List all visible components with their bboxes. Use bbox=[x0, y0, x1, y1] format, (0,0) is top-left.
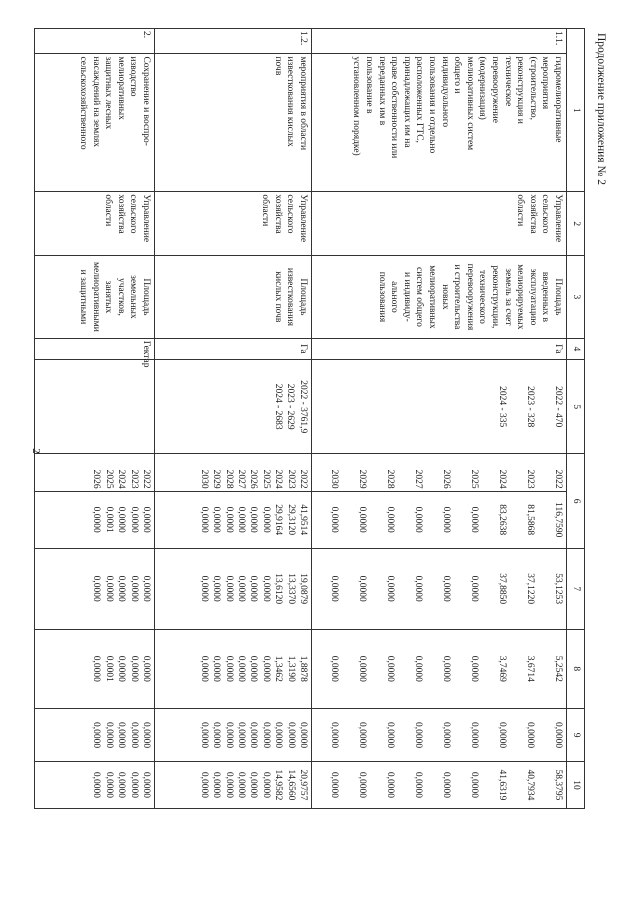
regional-budget-value-value: 0,0000 bbox=[141, 655, 151, 682]
measure-name-line: техническое bbox=[502, 56, 513, 107]
total-value-value: 0,0000 bbox=[385, 506, 395, 533]
federal-budget-value-value: 37,8850 bbox=[497, 573, 507, 605]
federal-budget-value-value: 0,0000 bbox=[103, 575, 114, 602]
measure-name-line: индивидуального bbox=[439, 56, 450, 128]
total-value-value: 0,0000 bbox=[441, 506, 451, 533]
target-value: 2024 - 2683 bbox=[272, 383, 283, 430]
total-value-value: 0,0000 bbox=[329, 506, 339, 533]
other-sources-value-value: 0,0000 bbox=[385, 771, 395, 799]
unit: Га bbox=[155, 338, 312, 359]
local-budget-value-value: 0,0000 bbox=[211, 722, 222, 749]
federal-budget-value-value: 0,0000 bbox=[260, 575, 271, 602]
column-number-row bbox=[567, 29, 585, 880]
indicator-line: Площадь bbox=[298, 278, 308, 316]
indicator-line: и индивиду- bbox=[401, 271, 412, 322]
executor-line: Управление bbox=[298, 194, 308, 243]
indicator-line: и защитными bbox=[78, 269, 89, 325]
year-value: 2026 bbox=[91, 469, 102, 489]
local-budget-value-value: 0,0000 bbox=[441, 722, 451, 749]
unit: Га bbox=[312, 338, 567, 359]
local-budget-value-value: 0,0000 bbox=[329, 722, 339, 749]
federal-budget-value-value: 0,0000 bbox=[248, 575, 259, 602]
indicator-line: мелиоративных bbox=[427, 265, 438, 329]
executor-line: области bbox=[515, 194, 526, 227]
total-value-value: 83,2638 bbox=[497, 504, 507, 536]
regional-budget-value-value: 0,0000 bbox=[248, 655, 259, 682]
total-value-value: 0,0000 bbox=[211, 506, 222, 533]
other-sources-value-value: 40,7934 bbox=[525, 769, 535, 801]
measure-name bbox=[155, 54, 312, 192]
regional-budget-value-value: 1,3190 bbox=[285, 655, 296, 682]
regional-budget-value-value: 0,0000 bbox=[128, 655, 139, 682]
federal-budget-value bbox=[35, 548, 155, 629]
local-budget-value-value: 0,0000 bbox=[385, 722, 395, 749]
indicator-line: земель за счет bbox=[502, 268, 513, 326]
executor-line: сельского bbox=[285, 194, 296, 234]
indicator-line: реконструкции, bbox=[490, 265, 501, 329]
regional-budget-value bbox=[155, 629, 312, 709]
table-row bbox=[35, 29, 155, 880]
total-value-value: 0,0000 bbox=[469, 506, 479, 533]
total-value-value: 116,7590 bbox=[553, 502, 563, 538]
measure-name-line: мероприятия в области bbox=[298, 56, 308, 151]
regional-budget-value bbox=[312, 629, 567, 709]
other-sources-value-value: 58,3795 bbox=[553, 769, 563, 801]
row-number: 1.2. bbox=[155, 29, 312, 54]
measure-name-line: расположенных ГТС, bbox=[414, 56, 425, 143]
total-value-value: 81,5868 bbox=[525, 504, 535, 536]
row-spacer bbox=[312, 808, 567, 879]
regional-budget-value-value: 0,0000 bbox=[91, 655, 102, 682]
year-value: 2022 bbox=[553, 469, 563, 489]
indicator-line: участков, bbox=[115, 277, 126, 316]
measure-name-line: принадлежащих им на bbox=[401, 56, 412, 148]
local-budget-value-value: 0,0000 bbox=[469, 722, 479, 749]
total-value-value: 0,0000 bbox=[413, 506, 423, 533]
local-budget-value-value: 0,0000 bbox=[285, 722, 296, 749]
year-value: 2030 bbox=[198, 469, 209, 489]
federal-budget-value-value: 13,6120 bbox=[273, 573, 284, 605]
local-budget-value-value: 0,0000 bbox=[553, 722, 563, 749]
other-sources-value-value: 0,0000 bbox=[128, 771, 139, 799]
other-sources-value-value: 0,0000 bbox=[211, 771, 222, 799]
total-value-value: 0,0000 bbox=[141, 506, 151, 533]
unit: Гектар bbox=[35, 338, 155, 359]
executor-line: области bbox=[103, 194, 114, 227]
total-value-value: 0,0000 bbox=[357, 506, 367, 533]
regional-budget-value bbox=[35, 629, 155, 709]
measure-name-line: (строительство, bbox=[527, 56, 538, 121]
table-row bbox=[312, 29, 567, 880]
local-budget-value-value: 0,0000 bbox=[236, 722, 247, 749]
financing-table bbox=[34, 28, 585, 880]
year-value: 2025 bbox=[260, 469, 271, 489]
target-value: 2022 - 3761,9 bbox=[298, 380, 308, 434]
executor-line: Управление bbox=[141, 194, 151, 243]
local-budget-value-value: 0,0000 bbox=[273, 722, 284, 749]
target-values bbox=[312, 360, 567, 454]
target-value: 2022 - 470 bbox=[553, 386, 563, 428]
local-budget-value-value: 0,0000 bbox=[248, 722, 259, 749]
row-spacer bbox=[35, 808, 155, 879]
year-value: 2023 bbox=[128, 469, 139, 489]
other-sources-value-value: 0,0000 bbox=[441, 771, 451, 799]
other-sources-value-value: 0,0000 bbox=[236, 771, 247, 799]
indicator-line: введенных в bbox=[540, 271, 551, 323]
indicator-line: технического bbox=[477, 269, 488, 324]
regional-budget-value-value: 3,6714 bbox=[525, 655, 535, 682]
measure-name-line: переданных им в bbox=[376, 56, 387, 126]
total-value-value: 29,9164 bbox=[273, 504, 284, 536]
indicator-line: Площадь bbox=[141, 278, 151, 316]
measure-name-line: праве собственности или bbox=[389, 56, 400, 159]
indicator-line: мелиорируемых bbox=[515, 264, 526, 330]
year-value: 2025 bbox=[469, 469, 479, 489]
measure-name-line: известкования кислых bbox=[285, 56, 296, 147]
other-sources-value-value: 0,0000 bbox=[223, 771, 234, 799]
year bbox=[155, 454, 312, 491]
indicator bbox=[35, 256, 155, 339]
col-header-1: 1 bbox=[567, 29, 585, 192]
local-budget-value-value: 0,0000 bbox=[525, 722, 535, 749]
target-values bbox=[35, 360, 155, 454]
other-sources-value-value: 0,0000 bbox=[357, 771, 367, 799]
indicator-line: земельных bbox=[128, 275, 139, 319]
indicator-line: систем общего bbox=[414, 267, 425, 327]
other-sources-value-value: 0,0000 bbox=[116, 771, 127, 799]
year-value: 2023 bbox=[525, 469, 535, 489]
executor-line: хозяйства bbox=[527, 194, 538, 234]
measure-name-line: изводство bbox=[128, 56, 139, 97]
page-number: 2 bbox=[30, 448, 42, 454]
year-value: 2023 bbox=[285, 469, 296, 489]
total-value bbox=[312, 491, 567, 548]
local-budget-value-value: 0,0000 bbox=[91, 722, 102, 749]
measure-name-line: защитных лесных bbox=[103, 56, 114, 130]
other-sources-value bbox=[35, 762, 155, 809]
federal-budget-value-value: 0,0000 bbox=[223, 575, 234, 602]
other-sources-value-value: 0,0000 bbox=[141, 771, 151, 799]
other-sources-value-value: 0,0000 bbox=[260, 771, 271, 799]
local-budget-value-value: 0,0000 bbox=[260, 722, 271, 749]
local-budget-value-value: 0,0000 bbox=[103, 722, 114, 749]
year-value: 2026 bbox=[248, 469, 259, 489]
year-value: 2028 bbox=[223, 469, 234, 489]
year-value: 2030 bbox=[329, 469, 339, 489]
regional-budget-value-value: 0,0000 bbox=[385, 655, 395, 682]
measure-name-line: почв bbox=[272, 56, 283, 76]
col-header-spacer bbox=[567, 808, 585, 879]
local-budget-value-value: 0,0000 bbox=[497, 722, 507, 749]
regional-budget-value-value: 0,0000 bbox=[260, 655, 271, 682]
indicator-line: эксплуатацию bbox=[527, 268, 538, 326]
federal-budget-value-value: 0,0000 bbox=[385, 575, 395, 602]
federal-budget-value-value: 0,0000 bbox=[116, 575, 127, 602]
federal-budget-value-value: 0,0000 bbox=[413, 575, 423, 602]
federal-budget-value-value: 19,0879 bbox=[298, 573, 308, 605]
local-budget-value-value: 0,0000 bbox=[357, 722, 367, 749]
year-value: 2026 bbox=[441, 469, 451, 489]
rotated-table-container bbox=[68, 28, 585, 880]
total-value-value: 0,0000 bbox=[198, 506, 209, 533]
regional-budget-value-value: 0,0000 bbox=[236, 655, 247, 682]
measure-name-line: реконструкция и bbox=[515, 56, 526, 124]
other-sources-value-value: 0,0000 bbox=[248, 771, 259, 799]
other-sources-value-value: 0,0000 bbox=[413, 771, 423, 799]
local-budget-value-value: 0,0000 bbox=[413, 722, 423, 749]
local-budget-value bbox=[155, 709, 312, 762]
total-value-value: 0,0001 bbox=[103, 506, 114, 533]
regional-budget-value-value: 3,7469 bbox=[497, 655, 507, 682]
measure-name-line: Сохранение и воспро- bbox=[141, 56, 151, 146]
other-sources-value-value: 14,6560 bbox=[285, 769, 296, 801]
year-value: 2022 bbox=[141, 469, 151, 489]
indicator-line: мелиоративными bbox=[90, 262, 101, 332]
table-row bbox=[155, 29, 312, 880]
measure-name bbox=[35, 54, 155, 192]
federal-budget-value-value: 0,0000 bbox=[329, 575, 339, 602]
target-value: 2023 - 2629 bbox=[285, 383, 296, 430]
regional-budget-value-value: 5,2542 bbox=[553, 655, 563, 682]
other-sources-value-value: 0,0000 bbox=[469, 771, 479, 799]
executor-line: хозяйства bbox=[272, 194, 283, 234]
regional-budget-value-value: 0,0000 bbox=[223, 655, 234, 682]
indicator-line: новых bbox=[439, 284, 450, 310]
col-header-9: 9 bbox=[567, 709, 585, 762]
other-sources-value bbox=[155, 762, 312, 809]
total-value-value: 0,0000 bbox=[260, 506, 271, 533]
regional-budget-value-value: 1,3462 bbox=[273, 655, 284, 682]
row-number: 2. bbox=[35, 29, 155, 54]
federal-budget-value-value: 0,0000 bbox=[469, 575, 479, 602]
regional-budget-value-value: 0,0000 bbox=[329, 655, 339, 682]
federal-budget-value-value: 0,0000 bbox=[128, 575, 139, 602]
col-header-2: 2 bbox=[567, 192, 585, 256]
executor bbox=[312, 192, 567, 256]
regional-budget-value-value: 0,0000 bbox=[357, 655, 367, 682]
regional-budget-value-value: 1,8878 bbox=[298, 655, 308, 682]
measure-name-line: мелиоративных bbox=[115, 56, 126, 120]
total-value-value: 0,0000 bbox=[236, 506, 247, 533]
total-value-value: 29,3120 bbox=[285, 504, 296, 536]
regional-budget-value-value: 0,0000 bbox=[116, 655, 127, 682]
year-value: 2029 bbox=[357, 469, 367, 489]
local-budget-value-value: 0,0000 bbox=[128, 722, 139, 749]
federal-budget-value-value: 0,0000 bbox=[198, 575, 209, 602]
local-budget-value bbox=[35, 709, 155, 762]
year-value: 2027 bbox=[413, 469, 423, 489]
year-value: 2022 bbox=[298, 469, 308, 489]
executor-line: сельского bbox=[128, 194, 139, 234]
federal-budget-value-value: 0,0000 bbox=[141, 575, 151, 602]
measure-name-line: перевооружение bbox=[490, 56, 501, 123]
year-value: 2025 bbox=[103, 469, 114, 489]
federal-budget-value-value: 53,1253 bbox=[553, 573, 563, 605]
indicator-line: пользования bbox=[376, 271, 387, 323]
year-value: 2027 bbox=[236, 469, 247, 489]
regional-budget-value-value: 0,0001 bbox=[103, 655, 114, 682]
year-value: 2024 bbox=[273, 469, 284, 489]
federal-budget-value-value: 0,0000 bbox=[91, 575, 102, 602]
col-header-4: 4 bbox=[567, 338, 585, 359]
measure-name-line: пользования и отдельно bbox=[427, 56, 438, 154]
indicator bbox=[155, 256, 312, 339]
indicator-line: кислых почв bbox=[272, 271, 283, 323]
other-sources-value-value: 20,9757 bbox=[298, 769, 308, 801]
total-value bbox=[35, 491, 155, 548]
other-sources-value-value: 41,6319 bbox=[497, 769, 507, 801]
executor-line: области bbox=[260, 194, 271, 227]
local-budget-value-value: 0,0000 bbox=[298, 722, 308, 749]
measure-name-line: установленном порядке) bbox=[351, 56, 362, 156]
year-value: 2024 bbox=[116, 469, 127, 489]
year bbox=[312, 454, 567, 491]
federal-budget-value-value: 0,0000 bbox=[441, 575, 451, 602]
measure-name-line: общего и bbox=[452, 56, 463, 94]
col-header-7: 7 bbox=[567, 548, 585, 629]
local-budget-value-value: 0,0000 bbox=[141, 722, 151, 749]
continuation-title: Продолжение приложения № 2 bbox=[595, 32, 607, 186]
federal-budget-value bbox=[155, 548, 312, 629]
col-header-10: 10 bbox=[567, 762, 585, 809]
other-sources-value-value: 14,9582 bbox=[273, 769, 284, 801]
executor-line: Управление bbox=[553, 194, 563, 243]
total-value-value: 41,9514 bbox=[298, 504, 308, 536]
local-budget-value-value: 0,0000 bbox=[223, 722, 234, 749]
regional-budget-value-value: 0,0000 bbox=[198, 655, 209, 682]
executor bbox=[35, 192, 155, 256]
year-value: 2028 bbox=[385, 469, 395, 489]
federal-budget-value-value: 37,1220 bbox=[525, 573, 535, 605]
year-value: 2024 bbox=[497, 469, 507, 489]
total-value-value: 0,0000 bbox=[128, 506, 139, 533]
executor-line: сельского bbox=[540, 194, 551, 234]
other-sources-value-value: 0,0000 bbox=[103, 771, 114, 799]
indicator-line: известкования bbox=[285, 267, 296, 326]
row-number: 1.1. bbox=[312, 29, 567, 54]
indicator-line: и строительства bbox=[452, 264, 463, 330]
year bbox=[35, 454, 155, 491]
year-value: 2029 bbox=[211, 469, 222, 489]
indicator-line: ального bbox=[389, 281, 400, 313]
measure-name-line: гидромелиоративные bbox=[553, 56, 563, 143]
target-value: 2024 - 335 bbox=[497, 386, 507, 428]
measure-name-line: мелиоративных систем bbox=[464, 56, 475, 151]
other-sources-value-value: 0,0000 bbox=[198, 771, 209, 799]
row-spacer bbox=[155, 808, 312, 879]
indicator-line: перевооружения bbox=[464, 263, 475, 331]
regional-budget-value-value: 0,0000 bbox=[211, 655, 222, 682]
col-header-5: 5 bbox=[567, 360, 585, 454]
federal-budget-value-value: 0,0000 bbox=[236, 575, 247, 602]
total-value-value: 0,0000 bbox=[116, 506, 127, 533]
federal-budget-value-value: 13,3370 bbox=[285, 573, 296, 605]
measure-name-line: (модернизация) bbox=[477, 56, 488, 120]
measure-name-line: мероприятия bbox=[540, 56, 551, 110]
target-value: 2023 - 328 bbox=[525, 386, 535, 428]
total-value bbox=[155, 491, 312, 548]
measure-name bbox=[312, 54, 567, 192]
measure-name-line: сельскохозяйственного bbox=[78, 56, 89, 150]
col-header-6: 6 bbox=[567, 454, 585, 548]
regional-budget-value-value: 0,0000 bbox=[469, 655, 479, 682]
indicator bbox=[312, 256, 567, 339]
indicator-line: занятых bbox=[103, 280, 114, 314]
federal-budget-value-value: 0,0000 bbox=[357, 575, 367, 602]
other-sources-value-value: 0,0000 bbox=[91, 771, 102, 799]
executor bbox=[155, 192, 312, 256]
executor-line: хозяйства bbox=[115, 194, 126, 234]
local-budget-value bbox=[312, 709, 567, 762]
indicator-line: Площадь bbox=[553, 278, 563, 316]
total-value-value: 0,0000 bbox=[223, 506, 234, 533]
other-sources-value bbox=[312, 762, 567, 809]
total-value-value: 0,0000 bbox=[248, 506, 259, 533]
col-header-8: 8 bbox=[567, 629, 585, 709]
measure-name-line: пользование в bbox=[364, 56, 375, 114]
total-value-value: 0,0000 bbox=[91, 506, 102, 533]
federal-budget-value bbox=[312, 548, 567, 629]
other-sources-value-value: 0,0000 bbox=[329, 771, 339, 799]
regional-budget-value-value: 0,0000 bbox=[441, 655, 451, 682]
target-values bbox=[155, 360, 312, 454]
measure-name-line: насаждений на землях bbox=[90, 56, 101, 148]
local-budget-value-value: 0,0000 bbox=[198, 722, 209, 749]
regional-budget-value-value: 0,0000 bbox=[413, 655, 423, 682]
local-budget-value-value: 0,0000 bbox=[116, 722, 127, 749]
col-header-3: 3 bbox=[567, 256, 585, 339]
federal-budget-value-value: 0,0000 bbox=[211, 575, 222, 602]
